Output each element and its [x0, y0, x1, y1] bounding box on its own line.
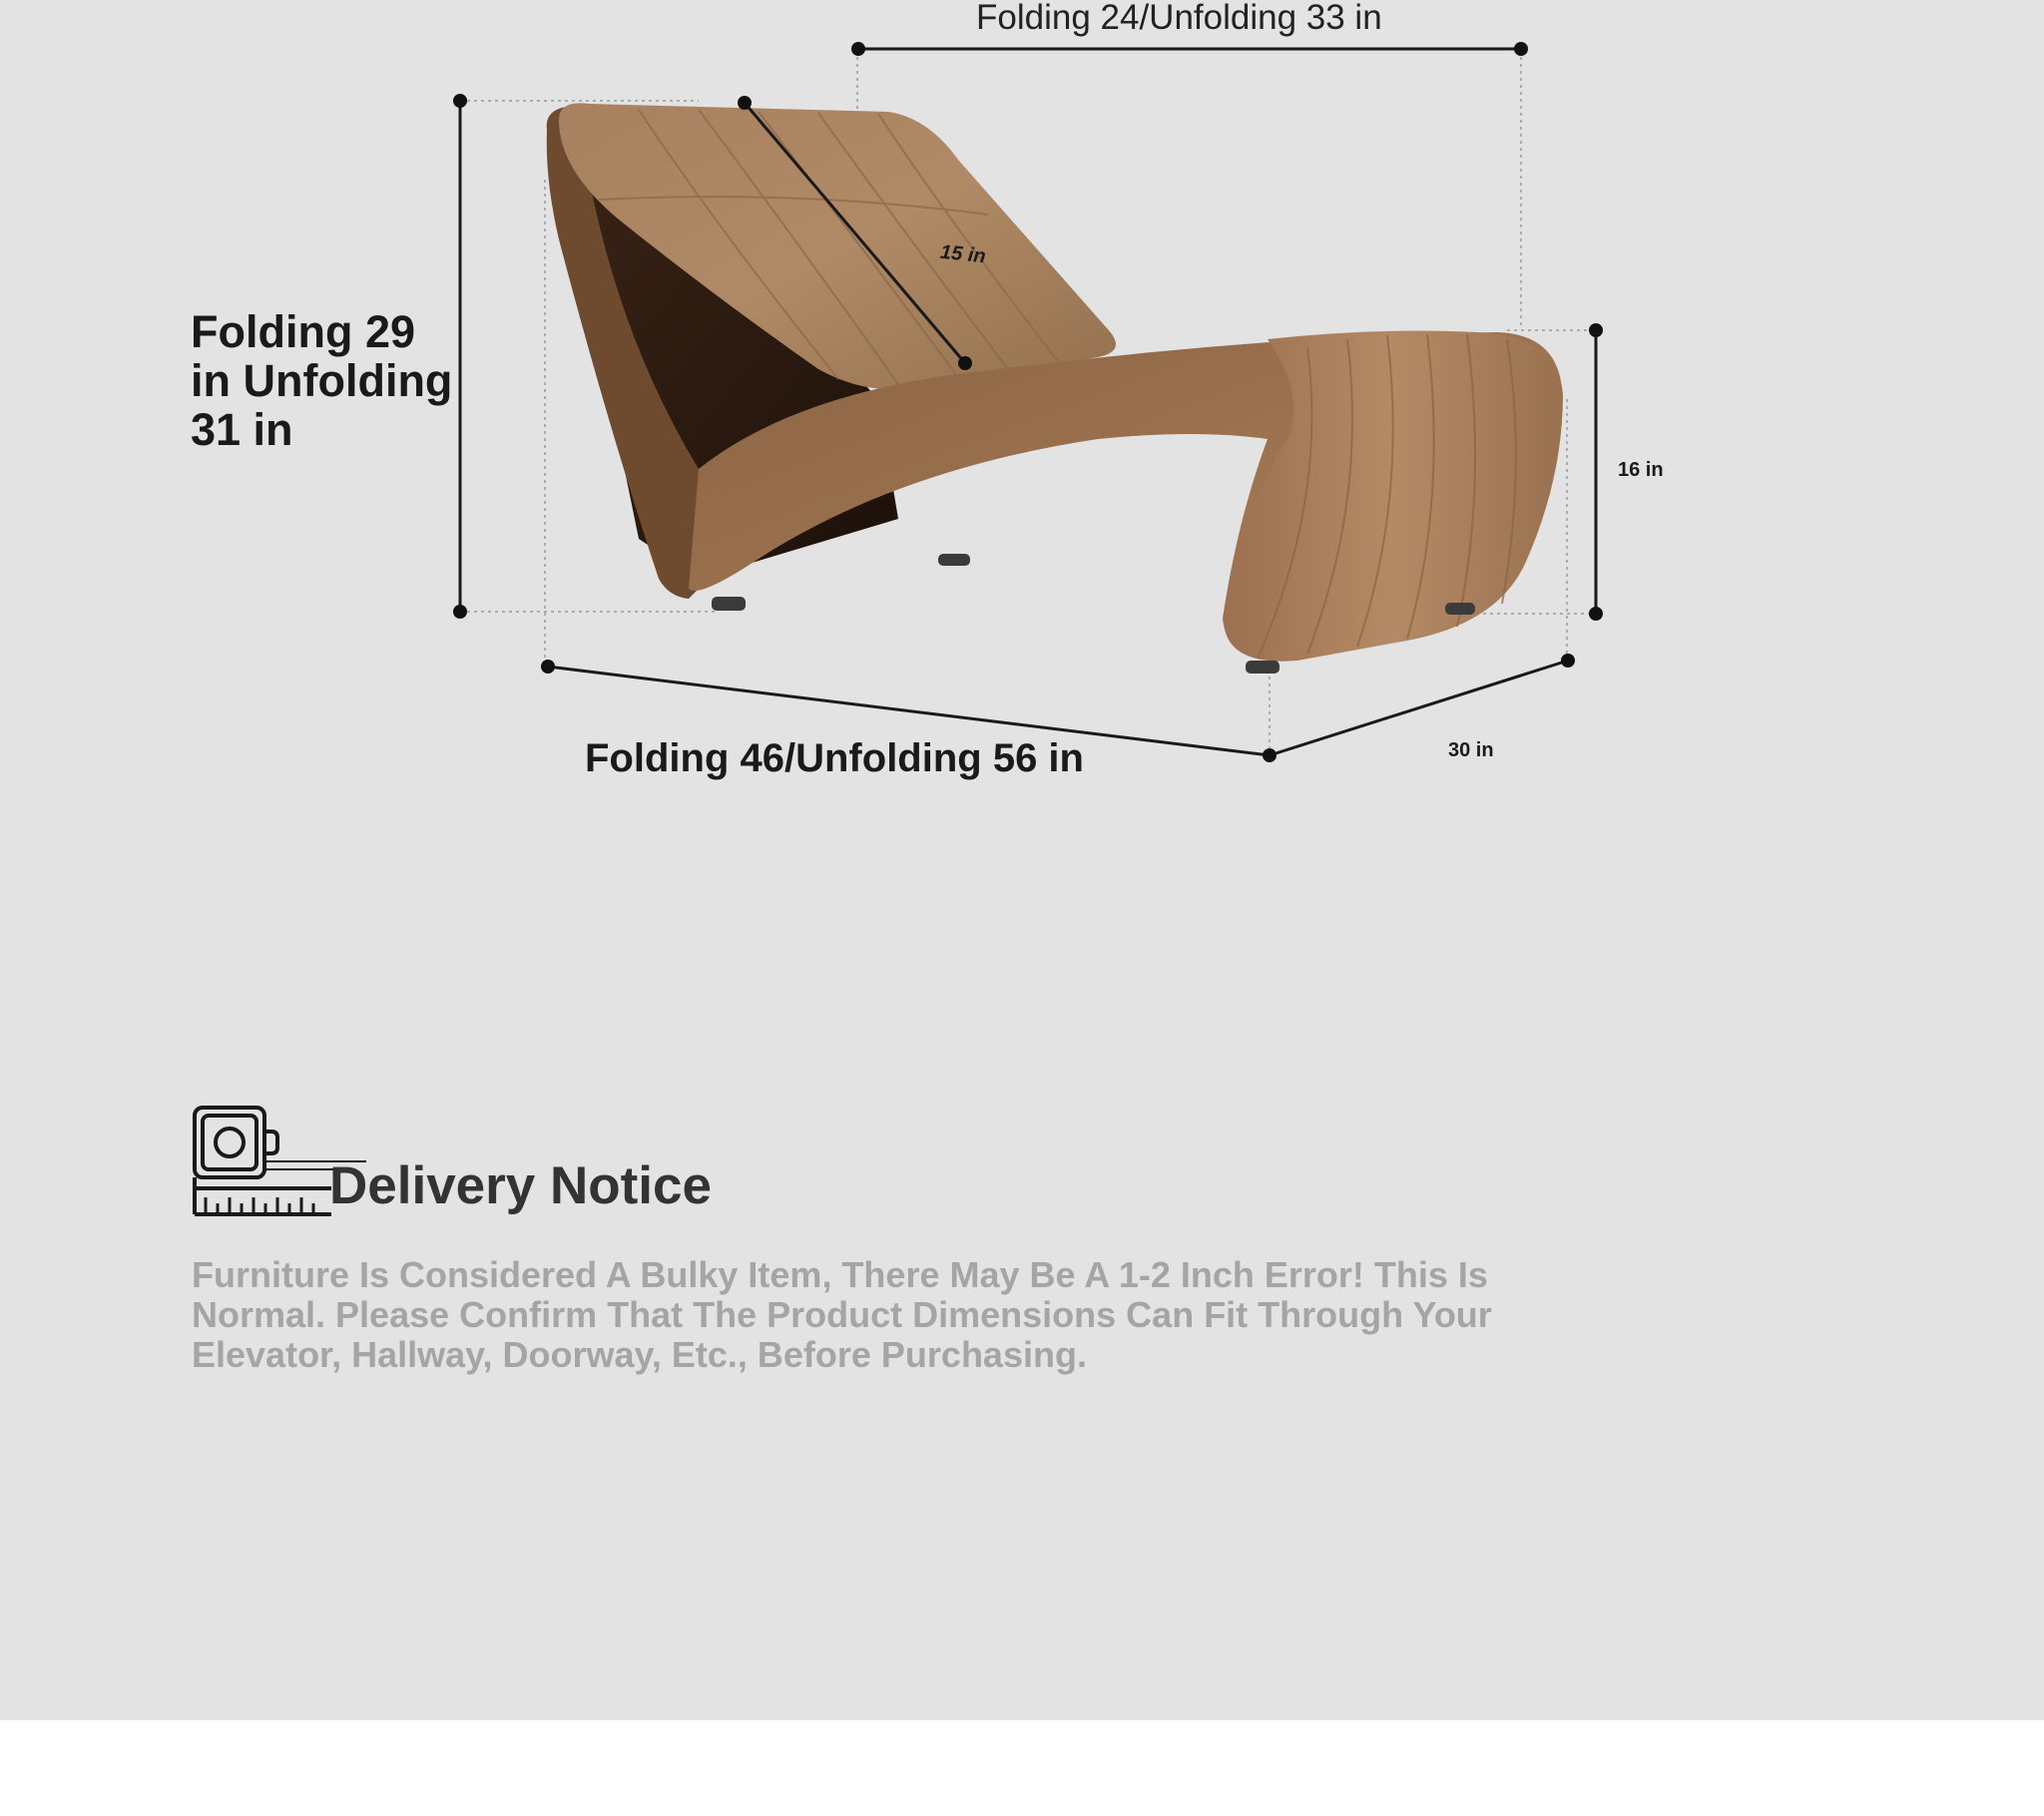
- dimension-diagram: [0, 0, 2044, 818]
- chair-foot: [1445, 603, 1475, 615]
- dimension-endpoint: [453, 94, 467, 108]
- backrest-label: 15 in: [939, 240, 987, 268]
- chair-foot: [938, 554, 970, 566]
- dimension-endpoint: [541, 660, 555, 674]
- dimension-endpoint: [453, 605, 467, 619]
- dimension-endpoint: [1589, 323, 1603, 337]
- depth-line: [1270, 661, 1568, 755]
- dimension-endpoint: [1589, 607, 1603, 621]
- dimension-endpoint: [1561, 654, 1575, 668]
- overall-width-label: Folding 46/Unfolding 56 in: [585, 736, 1084, 780]
- notice-body: Furniture Is Considered A Bulky Item, There May Be A 1-2 Inch Error! This Is Normal. Please Confirm That The Product Dimensions Can Fit Through Your Elevator, Hallway, Doorway, Etc., Before Purchasing.: [192, 1254, 1492, 1375]
- top-width-label: Folding 24/Unfolding 33 in: [976, 0, 1382, 37]
- notice-title: Delivery Notice: [329, 1156, 712, 1215]
- height-label: Folding 29 in Unfolding 31 in: [191, 306, 453, 455]
- chair-foot: [712, 597, 746, 611]
- dimension-endpoint: [851, 42, 865, 56]
- chair-foot: [1246, 661, 1279, 674]
- dimension-endpoint: [738, 96, 752, 110]
- seat-height-label: 16 in: [1618, 459, 1664, 481]
- dimension-endpoint: [1514, 42, 1528, 56]
- depth-label: 30 in: [1448, 739, 1494, 761]
- dimension-endpoint: [958, 356, 972, 370]
- dimension-endpoint: [1263, 748, 1277, 762]
